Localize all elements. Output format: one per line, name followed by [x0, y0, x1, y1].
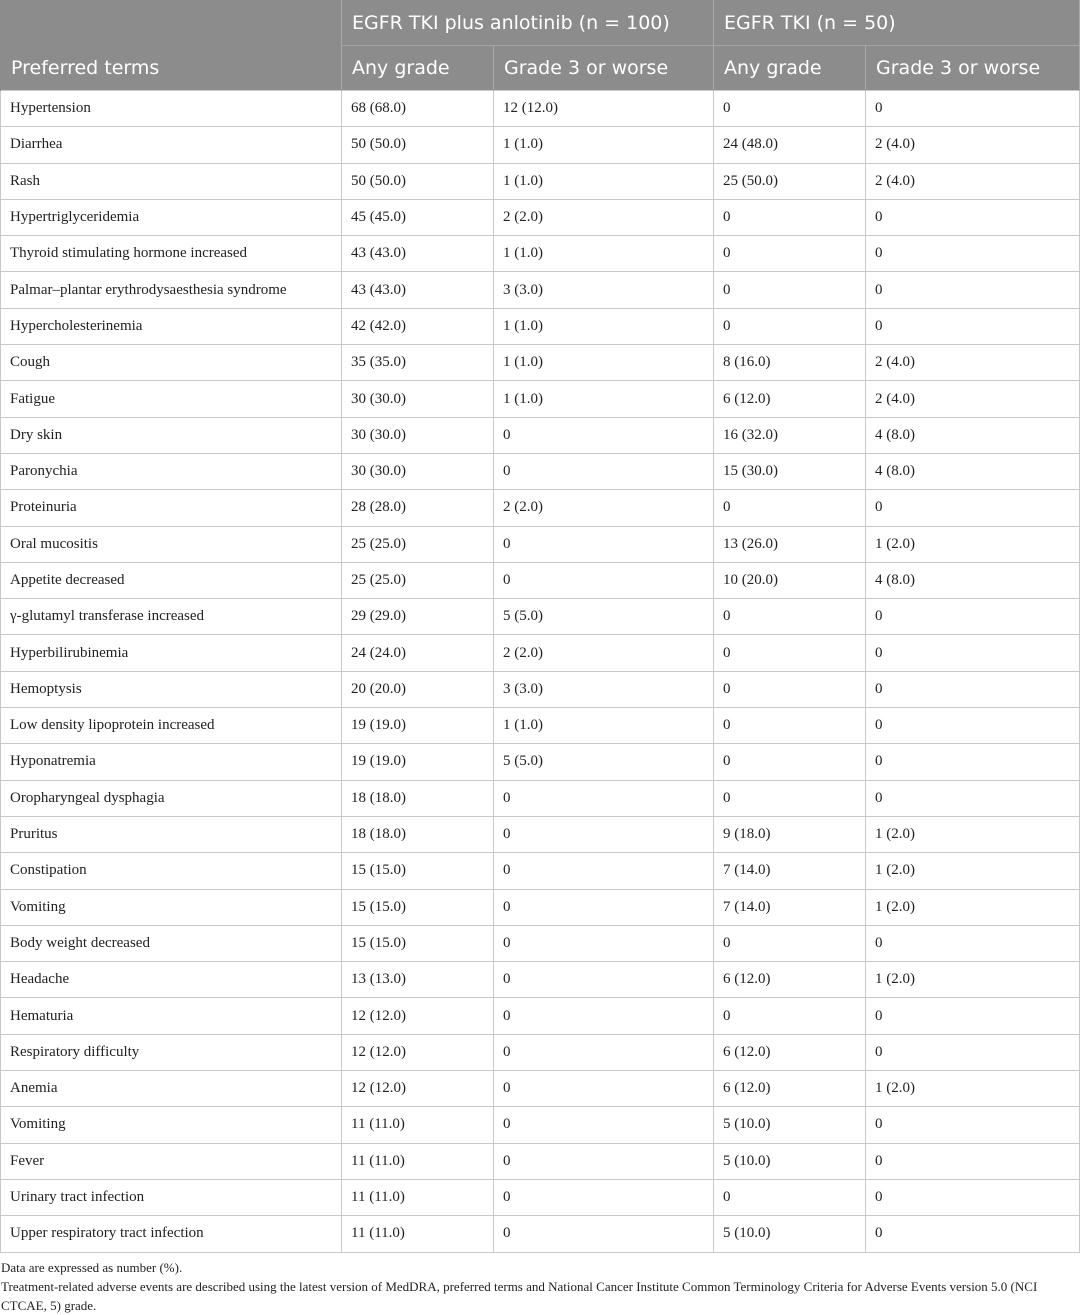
cell-monotherapy-grade3: 4 (8.0): [866, 562, 1080, 598]
cell-combination-grade3: 0: [494, 1071, 714, 1107]
cell-monotherapy-any-grade: 0: [714, 635, 866, 671]
cell-combination-grade3: 0: [494, 417, 714, 453]
column-header-any-grade-monotherapy: Any grade: [714, 46, 866, 91]
cell-combination-grade3: 0: [494, 962, 714, 998]
cell-combination-grade3: 1 (1.0): [494, 308, 714, 344]
cell-monotherapy-any-grade: 24 (48.0): [714, 127, 866, 163]
table-body: [1, 91, 1080, 1253]
group-header-monotherapy-arm: EGFR TKI (n = 50): [714, 0, 1080, 46]
cell-combination-any-grade: 11 (11.0): [342, 1107, 494, 1143]
cell-combination-any-grade: 18 (18.0): [342, 816, 494, 852]
cell-combination-any-grade: 19 (19.0): [342, 744, 494, 780]
table-row: [1, 236, 1080, 272]
cell-monotherapy-grade3: 2 (4.0): [866, 163, 1080, 199]
cell-monotherapy-any-grade: 13 (26.0): [714, 526, 866, 562]
cell-combination-grade3: 0: [494, 1143, 714, 1179]
cell-combination-any-grade: 25 (25.0): [342, 526, 494, 562]
cell-monotherapy-any-grade: 16 (32.0): [714, 417, 866, 453]
cell-combination-grade3: 1 (1.0): [494, 163, 714, 199]
table-row: [1, 1107, 1080, 1143]
table-row: [1, 1143, 1080, 1179]
column-header-any-grade-combination: Any grade: [342, 46, 494, 91]
table-row: [1, 526, 1080, 562]
cell-monotherapy-any-grade: 5 (10.0): [714, 1143, 866, 1179]
table-row: [1, 744, 1080, 780]
cell-preferred-term: Rash: [1, 163, 342, 199]
cell-preferred-term: Diarrhea: [1, 127, 342, 163]
cell-preferred-term: Headache: [1, 962, 342, 998]
cell-monotherapy-grade3: 0: [866, 708, 1080, 744]
cell-monotherapy-any-grade: 0: [714, 708, 866, 744]
table-row: [1, 816, 1080, 852]
cell-monotherapy-grade3: 2 (4.0): [866, 127, 1080, 163]
table-row: [1, 127, 1080, 163]
cell-combination-any-grade: 13 (13.0): [342, 962, 494, 998]
cell-combination-any-grade: 68 (68.0): [342, 91, 494, 127]
cell-monotherapy-grade3: 0: [866, 272, 1080, 308]
cell-combination-any-grade: 29 (29.0): [342, 599, 494, 635]
cell-preferred-term: Oral mucositis: [1, 526, 342, 562]
cell-monotherapy-grade3: 0: [866, 236, 1080, 272]
cell-combination-grade3: 0: [494, 1216, 714, 1252]
cell-combination-any-grade: 50 (50.0): [342, 127, 494, 163]
cell-monotherapy-grade3: 0: [866, 1143, 1080, 1179]
cell-combination-any-grade: 11 (11.0): [342, 1143, 494, 1179]
table-footnotes: [1, 1258, 1076, 1315]
cell-monotherapy-any-grade: 6 (12.0): [714, 1071, 866, 1107]
cell-combination-any-grade: 11 (11.0): [342, 1179, 494, 1215]
cell-monotherapy-any-grade: 25 (50.0): [714, 163, 866, 199]
cell-monotherapy-grade3: 1 (2.0): [866, 853, 1080, 889]
cell-monotherapy-grade3: 0: [866, 671, 1080, 707]
cell-preferred-term: Hematuria: [1, 998, 342, 1034]
table-row: [1, 962, 1080, 998]
cell-monotherapy-grade3: 0: [866, 635, 1080, 671]
cell-preferred-term: Cough: [1, 345, 342, 381]
cell-preferred-term: γ-glutamyl transferase increased: [1, 599, 342, 635]
table-row: [1, 671, 1080, 707]
column-header-row: [1, 46, 1080, 91]
cell-preferred-term: Pruritus: [1, 816, 342, 852]
cell-combination-grade3: 0: [494, 1107, 714, 1143]
cell-monotherapy-grade3: 4 (8.0): [866, 453, 1080, 489]
cell-monotherapy-any-grade: 0: [714, 199, 866, 235]
table-row: [1, 199, 1080, 235]
cell-monotherapy-grade3: 0: [866, 308, 1080, 344]
cell-combination-grade3: 3 (3.0): [494, 272, 714, 308]
column-header-preferred-terms: Preferred terms: [1, 46, 342, 91]
cell-preferred-term: Proteinuria: [1, 490, 342, 526]
cell-preferred-term: Palmar–plantar erythrodysaesthesia syndrome: [1, 272, 342, 308]
cell-preferred-term: Fatigue: [1, 381, 342, 417]
cell-preferred-term: Vomiting: [1, 889, 342, 925]
table-row: [1, 1216, 1080, 1252]
cell-monotherapy-any-grade: 5 (10.0): [714, 1107, 866, 1143]
table-row: [1, 272, 1080, 308]
cell-combination-grade3: 0: [494, 453, 714, 489]
group-header-combination-arm: EGFR TKI plus anlotinib (n = 100): [342, 0, 714, 46]
cell-preferred-term: Hypertension: [1, 91, 342, 127]
cell-monotherapy-grade3: 1 (2.0): [866, 526, 1080, 562]
table-row: [1, 708, 1080, 744]
cell-preferred-term: Appetite decreased: [1, 562, 342, 598]
cell-combination-grade3: 12 (12.0): [494, 91, 714, 127]
cell-combination-any-grade: 12 (12.0): [342, 998, 494, 1034]
cell-preferred-term: Fever: [1, 1143, 342, 1179]
cell-monotherapy-any-grade: 5 (10.0): [714, 1216, 866, 1252]
cell-monotherapy-grade3: 0: [866, 490, 1080, 526]
cell-combination-grade3: 0: [494, 1179, 714, 1215]
cell-preferred-term: Hypercholesterinemia: [1, 308, 342, 344]
table-row: [1, 1034, 1080, 1070]
cell-monotherapy-grade3: 2 (4.0): [866, 345, 1080, 381]
cell-combination-grade3: 2 (2.0): [494, 635, 714, 671]
table-row: [1, 925, 1080, 961]
cell-combination-any-grade: 15 (15.0): [342, 925, 494, 961]
cell-preferred-term: Hypertriglyceridemia: [1, 199, 342, 235]
cell-monotherapy-any-grade: 10 (20.0): [714, 562, 866, 598]
table-row: [1, 91, 1080, 127]
cell-combination-any-grade: 30 (30.0): [342, 453, 494, 489]
cell-preferred-term: Anemia: [1, 1071, 342, 1107]
cell-combination-grade3: 1 (1.0): [494, 708, 714, 744]
cell-combination-grade3: 0: [494, 853, 714, 889]
table-row: [1, 490, 1080, 526]
cell-combination-grade3: 0: [494, 1034, 714, 1070]
table-row: [1, 998, 1080, 1034]
cell-monotherapy-any-grade: 0: [714, 236, 866, 272]
cell-combination-any-grade: 45 (45.0): [342, 199, 494, 235]
cell-combination-grade3: 0: [494, 889, 714, 925]
cell-monotherapy-grade3: 1 (2.0): [866, 1071, 1080, 1107]
cell-combination-any-grade: 30 (30.0): [342, 417, 494, 453]
cell-combination-any-grade: 25 (25.0): [342, 562, 494, 598]
cell-preferred-term: Hyperbilirubinemia: [1, 635, 342, 671]
cell-combination-any-grade: 42 (42.0): [342, 308, 494, 344]
cell-preferred-term: Oropharyngeal dysphagia: [1, 780, 342, 816]
cell-combination-any-grade: 20 (20.0): [342, 671, 494, 707]
cell-combination-any-grade: 43 (43.0): [342, 272, 494, 308]
cell-combination-any-grade: 15 (15.0): [342, 853, 494, 889]
cell-monotherapy-grade3: 0: [866, 599, 1080, 635]
cell-monotherapy-any-grade: 6 (12.0): [714, 962, 866, 998]
cell-monotherapy-any-grade: 6 (12.0): [714, 381, 866, 417]
cell-combination-any-grade: 11 (11.0): [342, 1216, 494, 1252]
cell-combination-grade3: 5 (5.0): [494, 744, 714, 780]
cell-monotherapy-grade3: 0: [866, 1107, 1080, 1143]
cell-combination-grade3: 2 (2.0): [494, 490, 714, 526]
cell-combination-any-grade: 28 (28.0): [342, 490, 494, 526]
cell-monotherapy-any-grade: 0: [714, 671, 866, 707]
cell-preferred-term: Urinary tract infection: [1, 1179, 342, 1215]
table-row: [1, 599, 1080, 635]
cell-monotherapy-grade3: 4 (8.0): [866, 417, 1080, 453]
column-header-grade3-monotherapy: Grade 3 or worse: [866, 46, 1080, 91]
table-row: [1, 562, 1080, 598]
cell-monotherapy-grade3: 0: [866, 780, 1080, 816]
cell-combination-grade3: 1 (1.0): [494, 127, 714, 163]
table-header: [1, 0, 1080, 91]
cell-monotherapy-grade3: 0: [866, 91, 1080, 127]
cell-preferred-term: Body weight decreased: [1, 925, 342, 961]
footnote-data-format: Data are expressed as number (%).: [1, 1260, 183, 1275]
cell-preferred-term: Constipation: [1, 853, 342, 889]
cell-preferred-term: Paronychia: [1, 453, 342, 489]
cell-combination-any-grade: 24 (24.0): [342, 635, 494, 671]
cell-combination-any-grade: 12 (12.0): [342, 1071, 494, 1107]
group-header-row: [1, 0, 1080, 46]
cell-combination-grade3: 0: [494, 925, 714, 961]
cell-combination-any-grade: 50 (50.0): [342, 163, 494, 199]
cell-combination-grade3: 0: [494, 526, 714, 562]
cell-combination-grade3: 1 (1.0): [494, 236, 714, 272]
cell-combination-grade3: 0: [494, 562, 714, 598]
cell-monotherapy-any-grade: 9 (18.0): [714, 816, 866, 852]
column-header-grade3-combination: Grade 3 or worse: [494, 46, 714, 91]
cell-combination-grade3: 1 (1.0): [494, 381, 714, 417]
cell-monotherapy-grade3: 2 (4.0): [866, 381, 1080, 417]
cell-combination-any-grade: 18 (18.0): [342, 780, 494, 816]
cell-monotherapy-any-grade: 0: [714, 308, 866, 344]
cell-monotherapy-any-grade: 0: [714, 780, 866, 816]
cell-preferred-term: Upper respiratory tract infection: [1, 1216, 342, 1252]
cell-combination-grade3: 0: [494, 816, 714, 852]
group-header-blank: [1, 0, 342, 46]
cell-monotherapy-grade3: 1 (2.0): [866, 816, 1080, 852]
cell-monotherapy-any-grade: 0: [714, 91, 866, 127]
cell-monotherapy-any-grade: 0: [714, 599, 866, 635]
cell-combination-any-grade: 35 (35.0): [342, 345, 494, 381]
cell-preferred-term: Low density lipoprotein increased: [1, 708, 342, 744]
cell-preferred-term: Vomiting: [1, 1107, 342, 1143]
table-row: [1, 853, 1080, 889]
cell-monotherapy-grade3: 1 (2.0): [866, 889, 1080, 925]
table-row: [1, 1179, 1080, 1215]
cell-preferred-term: Respiratory difficulty: [1, 1034, 342, 1070]
footnote-terminology: Treatment-related adverse events are described using the latest version of MedDRA, preferred terms and National Cancer Institute Common Terminology Criteria for Adverse Events version 5.0 (NCI CTCAE, 5) grade.: [1, 1279, 1038, 1313]
cell-monotherapy-grade3: 0: [866, 1179, 1080, 1215]
cell-preferred-term: Thyroid stimulating hormone increased: [1, 236, 342, 272]
cell-preferred-term: Hemoptysis: [1, 671, 342, 707]
cell-monotherapy-grade3: 0: [866, 199, 1080, 235]
cell-combination-grade3: 3 (3.0): [494, 671, 714, 707]
table-row: [1, 635, 1080, 671]
cell-monotherapy-any-grade: 0: [714, 490, 866, 526]
cell-combination-any-grade: 12 (12.0): [342, 1034, 494, 1070]
cell-combination-grade3: 0: [494, 998, 714, 1034]
table-row: [1, 1071, 1080, 1107]
table-row: [1, 889, 1080, 925]
cell-monotherapy-any-grade: 0: [714, 272, 866, 308]
cell-monotherapy-grade3: 0: [866, 744, 1080, 780]
cell-monotherapy-any-grade: 0: [714, 744, 866, 780]
table-row: [1, 780, 1080, 816]
cell-monotherapy-any-grade: 0: [714, 925, 866, 961]
table-row: [1, 453, 1080, 489]
table-row: [1, 417, 1080, 453]
cell-monotherapy-grade3: 0: [866, 1034, 1080, 1070]
cell-combination-grade3: 2 (2.0): [494, 199, 714, 235]
cell-monotherapy-any-grade: 6 (12.0): [714, 1034, 866, 1070]
cell-monotherapy-any-grade: 0: [714, 1179, 866, 1215]
cell-combination-grade3: 0: [494, 780, 714, 816]
cell-monotherapy-any-grade: 7 (14.0): [714, 853, 866, 889]
cell-combination-any-grade: 30 (30.0): [342, 381, 494, 417]
cell-monotherapy-any-grade: 15 (30.0): [714, 453, 866, 489]
cell-combination-any-grade: 43 (43.0): [342, 236, 494, 272]
cell-combination-any-grade: 19 (19.0): [342, 708, 494, 744]
cell-monotherapy-any-grade: 7 (14.0): [714, 889, 866, 925]
cell-combination-grade3: 1 (1.0): [494, 345, 714, 381]
cell-combination-grade3: 5 (5.0): [494, 599, 714, 635]
cell-monotherapy-grade3: 0: [866, 925, 1080, 961]
cell-monotherapy-grade3: 1 (2.0): [866, 962, 1080, 998]
cell-monotherapy-grade3: 0: [866, 998, 1080, 1034]
table-row: [1, 163, 1080, 199]
cell-monotherapy-any-grade: 0: [714, 998, 866, 1034]
cell-monotherapy-grade3: 0: [866, 1216, 1080, 1252]
table-row: [1, 345, 1080, 381]
cell-monotherapy-any-grade: 8 (16.0): [714, 345, 866, 381]
table-row: [1, 381, 1080, 417]
cell-preferred-term: Dry skin: [1, 417, 342, 453]
cell-preferred-term: Hyponatremia: [1, 744, 342, 780]
table-row: [1, 308, 1080, 344]
cell-combination-any-grade: 15 (15.0): [342, 889, 494, 925]
